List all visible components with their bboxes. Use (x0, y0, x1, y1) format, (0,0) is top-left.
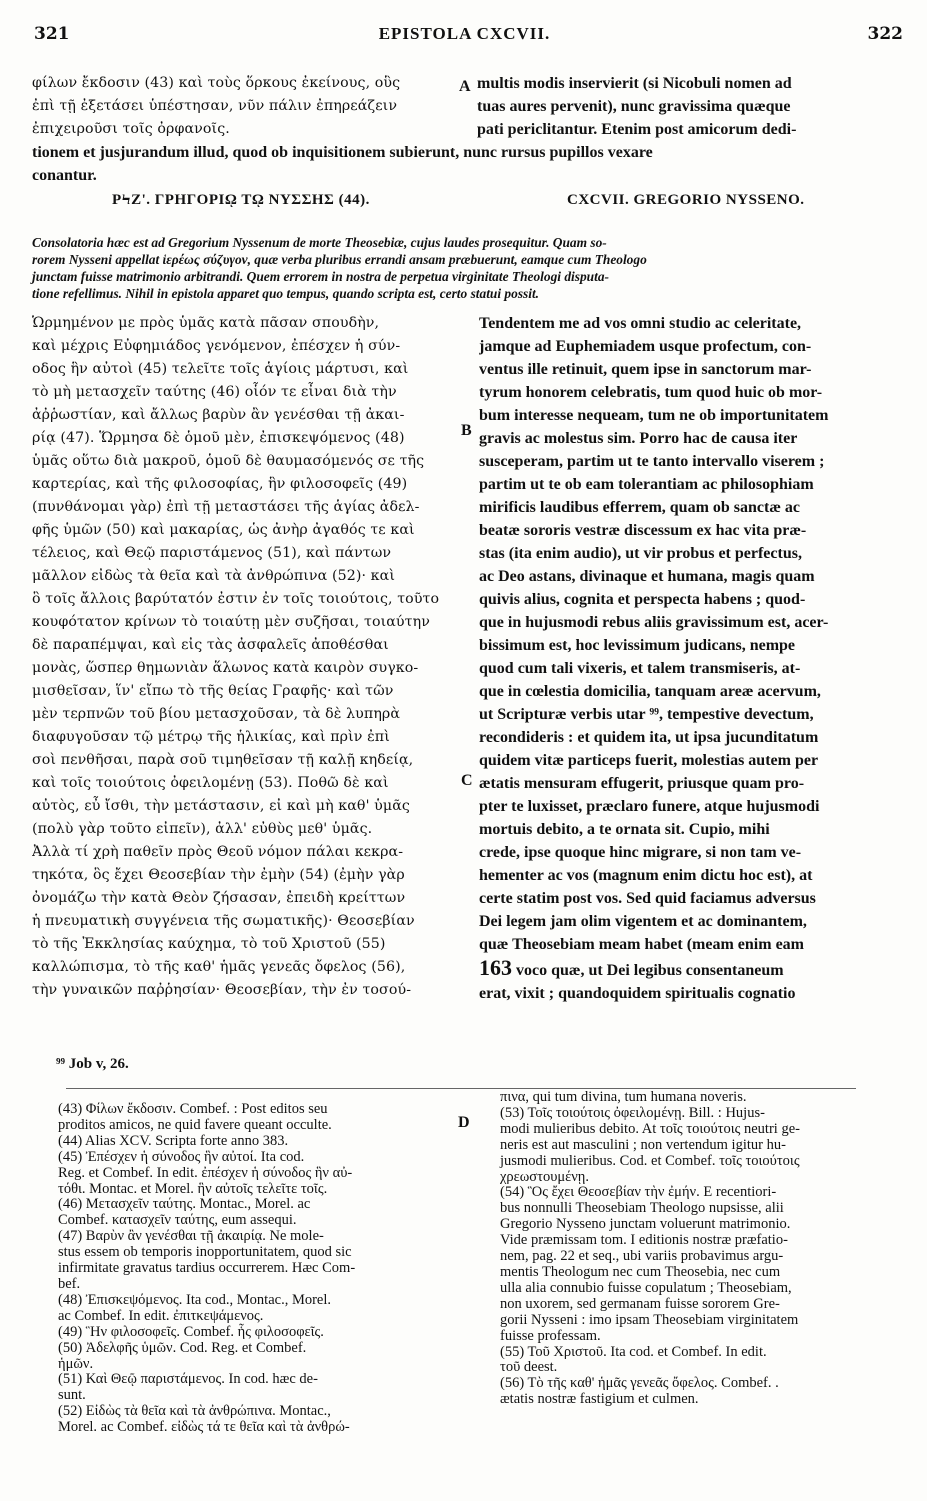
text-line: mortuis debito, a te ornata sit. Cupio, mihi (479, 821, 770, 838)
text-line: hementer ac vos (magnum enim dictu hoc est), at (479, 867, 813, 884)
text-line: (πυνθάνομαι γὰρ) ἐπὶ τῇ μεταστάσει τῆς ἁγίας ἀδελ- (32, 499, 420, 515)
margin-marker-c: C (461, 772, 473, 789)
text-line: susceperam, partim ut te tanto intervallo viserem ; (479, 453, 825, 470)
text-line: ac Deo astans, divinaque et humana, magis quam (479, 568, 815, 585)
text-line: δὲ παραπέμψαι, καὶ εἰς τὰς ἀσφαλεῖς ἀποθέσθαι (32, 637, 389, 653)
text-line: bum interesse nequeam, tum ne ob importunitatem (479, 407, 829, 424)
text-line: ὑμᾶς οὕτω διὰ μακροῦ, ὁμοῦ δὲ θαυμασόμενός σε τῆς (32, 453, 425, 469)
text-line: καὶ μέχρις Εὐφημιάδος γενόμενον, ἐπέσχεν ἡ σύν- (32, 338, 401, 354)
top-greek-column (32, 72, 472, 141)
text-line: proditos amicos, ne quid favere queant occulte. (58, 1116, 332, 1133)
text-line: τὸ μὴ μετασχεῖν ταύτης (46) οἷόν τε εἶναι διὰ τὴν (32, 384, 397, 400)
top-latin-fullwidth (32, 141, 907, 187)
text-line-rest: voco quæ, ut Dei legibus consentaneum (512, 962, 784, 979)
text-line: ἡμῶν. (58, 1355, 94, 1372)
text-line: τοῦ deest. (500, 1359, 558, 1376)
text-line: πινα, qui tum divina, tum humana noveris. (500, 1089, 747, 1105)
text-line: Ὡρμημένον με πρὸς ὑμᾶς κατὰ πᾶσαν σπουδὴν, (32, 315, 380, 331)
page-number-left: 321 (34, 24, 70, 44)
text-line: (53) Τοῖς τοιούτοις ὀφειλομένῃ. Bill. : Hujus- (500, 1104, 765, 1121)
text-line: jamque ad Euphemiadem usque profectum, con- (479, 338, 812, 355)
text-line: Ἀλλὰ τί χρὴ παθεῖν πρὸς Θεοῦ νόμον πάλαι κεκρα- (32, 844, 404, 860)
text-line: ὃ τοῖς ἄλλοις βαρύτατόν ἐστιν ἐν τοῖς τοιούτοις, τοῦτο (32, 591, 440, 607)
notes-right-column (500, 1090, 915, 1408)
summary-line: tione refellimus. Nihil in epistola apparet quo tempus, quando scripta est, certo statui possit. (32, 286, 540, 301)
text-line: ἀῤῥωστίαν, καὶ ἄλλως βαρὺν ἂν γενέσθαι τῇ ἀκαι- (32, 407, 405, 423)
text-line: (45) Ἐπέσχεν ἡ σύνοδος ἣν αὐτοί. Ita cod. (58, 1148, 305, 1165)
text-line: μισθεῖσαν, ἵν' εἴπω τὸ τῆς θείας Γραφῆς· καὶ τῶν (32, 683, 394, 699)
text-line: σοὶ πενθῆσαι, παρὰ σοῦ τιμηθεῖσαν τῇ καλῇ κηδείᾳ, (32, 752, 414, 768)
text-line: μονὰς, ὥσπερ θημωνιὰν ἅλωνος κατὰ καιρὸν συγκο- (32, 660, 419, 676)
text-line: partim ut te ob eam tolerantiam ac philosophiam (479, 476, 814, 493)
text-line: (56) Τὸ τῆς καθ' ἡμᾶς γενεᾶς ὄφελος. Combef. . (500, 1375, 779, 1392)
latin-body-column (479, 312, 907, 956)
text-line: crede, ipse quoque hinc migrare, si non tam ve- (479, 844, 802, 861)
text-line: (46) Μετασχεῖν ταύτης. Montac., Morel. ac (58, 1196, 311, 1213)
text-line: (50) Ἀδελφῆς ὑμῶν. Cod. Reg. et Combef. (58, 1339, 307, 1356)
greek-body-column (32, 312, 470, 1002)
text-line: stus essem ob temporis inopportunitatem, quod sic (58, 1244, 352, 1261)
text-line: τὸ τῆς Ἐκκλησίας καύχημα, τὸ τοῦ Χριστοῦ (55) (32, 936, 386, 952)
text-line: que in cœlestia domicilia, tanquam areæ acervum, (479, 683, 821, 700)
scripture-reference: ⁹⁹ Job v, 26. (56, 1056, 129, 1072)
text-line: Reg. et Combef. In edit. ἐπέσχεν ἡ σύνοδος ἣν αὐ- (58, 1164, 353, 1181)
page-header (22, 8, 907, 42)
text-line (479, 956, 907, 982)
letter-summary (32, 234, 902, 302)
text-line: jusmodi mulieribus. Cod. et Combef. τοῖς τοιούτοις (500, 1152, 800, 1169)
text-line: (52) Εἰδὼς τὰ θεῖα καὶ τὰ ἀνθρώπινα. Montac., (58, 1403, 331, 1420)
text-line: Gregorio Nysseno junctam voluerunt matrimonio. (500, 1216, 791, 1233)
text-line: fuisse professam. (500, 1327, 601, 1344)
text-line: tuas aures pervenit), nunc gravissima quæque (477, 98, 791, 115)
text-line: conantur. (32, 167, 97, 184)
text-line: ætatis mensuram effugerit, priusque quam pro- (479, 775, 805, 792)
text-line: Dei legem jam olim vigentem et ac dominantem, (479, 913, 807, 930)
text-line: (55) Τοῦ Χριστοῦ. Ita cod. et Combef. In edit. (500, 1343, 767, 1360)
text-line: Tendentem me ad vos omni studio ac celeritate, (479, 315, 802, 332)
text-line: bef. (58, 1275, 81, 1292)
text-line: pter te luxisset, præclaro funere, atque hujusmodi (479, 798, 820, 815)
text-line: (43) Φίλων ἔκδοσιν. Combef. : Post editos seu (58, 1101, 328, 1117)
text-line: καρτερίας, καὶ τῆς φιλοσοφίας, ἣν φιλοσοφεῖς (49) (32, 476, 408, 492)
text-line: tionem et jusjurandum illud, quod ob inquisitionem subierunt, nunc rursus pupillos vexare (32, 144, 653, 161)
text-line: τὴν γυναικῶν παῤῥησίαν· Θεοσεβίαν, τὴν ἐν τοσού- (32, 982, 412, 998)
text-line: αὐτὸς, εὖ ἴσθι, τὴν μετάστασιν, εἰ καὶ μὴ καθ' ὑμᾶς (32, 798, 410, 814)
text-line: τέλειος, καὶ Θεῷ παριστάμενος (51), καὶ πάντων (32, 545, 392, 561)
text-line: ρίᾳ (47). Ὥρμησα δὲ ὁμοῦ μὲν, ἐπισκεψόμενος (48) (32, 430, 405, 446)
text-line: (πολὺ γὰρ τοῦτο εἰπεῖν), ἀλλ' εὐθὺς μεθ' ὑμᾶς. (32, 821, 373, 837)
text-line: (54) Ὃς ἔχει Θεοσεβίαν τὴν ἐμήν. E recentiori- (500, 1184, 777, 1201)
text-line: (48) Ἐπισκεψόμενος. Ita cod., Montac., Morel. (58, 1291, 332, 1308)
text-line: ἡ πνευματικὴ συγγένεια τῆς σωματικῆς)· Θεοσεβίαν (32, 913, 415, 929)
text-line: multis modis inservierit (si Nicobuli nomen ad (477, 75, 792, 92)
top-latin-column (477, 72, 907, 141)
text-line: non uxorem, sed germanam fuisse sororem Gre- (500, 1295, 780, 1312)
text-line: Morel. ac Combef. εἰδὼς τά τε θεῖα καὶ τὰ ἀνθρώ- (58, 1419, 350, 1436)
text-line: μᾶλλον εἰδὼς τὰ θεῖα καὶ τὰ ἀνθρώπινα (52)· καὶ (32, 568, 395, 584)
text-line: χρεωστουμένῃ. (500, 1168, 590, 1185)
text-line: ὀνομάζω τὴν κατὰ Θεὸν ζήσασαν, ἐπειδὴ κρείττων (32, 890, 406, 906)
text-line: τόθι. Montac. et Morel. ἣν αὐτοῖς τελεῖτε τοῖς. (58, 1180, 328, 1197)
text-line: τηκότα, ὃς ἔχει Θεοσεβίαν τὴν ἐμὴν (54) (ἐμὴν γὰρ (32, 867, 405, 883)
text-line: φίλων ἔκδοσιν (43) καὶ τοὺς ὅρκους ἐκείνους, οὓς (32, 75, 401, 91)
text-line: quæ Theosebiam meam habet (meam enim eam (479, 936, 805, 953)
text-line: quivis alius, cognita et perspecta habens ; quod- (479, 591, 806, 608)
letter-title-latin: CXCVII. GREGORIO NYSSENO. (567, 192, 805, 208)
text-line: erat, vixit ; quandoquidem spiritualis cognatio (479, 985, 796, 1002)
text-line: mirificis laudibus efferrem, quam ob sanctæ ac (479, 499, 801, 516)
text-line: quidem vitæ particeps fuerit, molestias autem per (479, 752, 819, 769)
text-line: μὲν τερπνῶν τοῦ βίου μετασχοῦσαν, τὰ δὲ λυπηρὰ (32, 706, 401, 722)
text-line: infirmitate gravatus tardius occurrerem. Hæc Com- (58, 1260, 356, 1277)
text-line: bus nonnulli Theosebiam Theologo nupsisse, alii (500, 1200, 784, 1217)
text-line: pati periclitantur. Etenim post amicorum dedi- (477, 121, 797, 138)
text-line: beatæ sororis vestræ discessum ex hac vita præ- (479, 522, 807, 539)
text-line: certe statim post vos. Sed quid faciamus adversus (479, 890, 816, 907)
text-line: mentis Theologum nec cum Theosebia, nec cum (500, 1263, 781, 1280)
page (22, 8, 907, 1493)
text-line: κουφότατον κρίνων τὸ τοιαύτῃ μὲν συζῆσαι, τοιαύτην (32, 614, 430, 630)
margin-marker-b: B (461, 422, 472, 439)
text-line: ulla alia connubio fuisse copulatum ; Theosebiam, (500, 1279, 792, 1296)
notes-left-column (58, 1102, 478, 1436)
text-line: que in hujusmodi rebus aliis gravissimum est, acer- (479, 614, 829, 631)
text-line: Combef. κατασχεῖν ταύτης, eum assequi. (58, 1212, 297, 1229)
text-line: καὶ τοῖς τοιούτοις ὀφειλομένῃ (53). Ποθῶ δὲ καὶ (32, 775, 389, 791)
text-line: gravis ac molestus sim. Porro hac de causa iter (479, 430, 798, 447)
text-line: stas (ita enim audio), ut vir probus et perfectus, (479, 545, 802, 562)
text-line: nem, pag. 22 et seq., ubi variis probavimus argu- (500, 1248, 784, 1265)
text-line: (49) Ἣν φιλοσοφεῖς. Combef. ἧς φιλοσοφεῖς. (58, 1323, 324, 1340)
text-line: (47) Βαρὺν ἂν γενέσθαι τῇ ἀκαιρίᾳ. Ne mole- (58, 1228, 324, 1245)
text-line: ventus ille retinuit, quem ipse in sanctorum mar- (479, 361, 812, 378)
text-line: recondideris : et quidem ita, ut ipsa jucunditatum (479, 729, 819, 746)
summary-line: rorem Nysseni appellat ἱερέως σύζυγον, quæ verba pluribus errandi ansam præbuerunt, eamque cum Theologo (32, 252, 647, 267)
text-line: tyrum honorem celebratis, tum quod huic ob mor- (479, 384, 823, 401)
text-line: ut Scripturæ verbis utar ⁹⁹, tempestive devectum, (479, 706, 814, 723)
text-line: καλλώπισμα, τὸ τῆς καθ' ἡμᾶς γενεᾶς ὄφελος (56), (32, 959, 406, 975)
letter-title-greek: ΡϞΖ'. ΓΡΗΓΟΡΙῼ Τῼ ΝΥΣΣΗΣ (44). (112, 192, 370, 208)
text-line: (51) Καὶ Θεῷ παριστάμενος. In cod. hæc de- (58, 1371, 318, 1388)
text-line: ætatis nostræ fastigium et culmen. (500, 1391, 699, 1408)
text-line: gorii Nysseni : imo ipsam Theosebiam virginitatem (500, 1311, 799, 1328)
text-line: neris est aut masculini ; non vertendum igitur hu- (500, 1136, 786, 1153)
page-number-right: 322 (867, 24, 903, 44)
text-line: Vide præmissam tom. I editionis nostræ præfatio- (500, 1232, 788, 1249)
text-line: φῆς ὑμῶν (50) καὶ μακαρίας, ὡς ἀνὴρ ἀγαθός τε καὶ (32, 522, 415, 538)
running-title: EPISTOLA CXCVII. (378, 24, 551, 43)
text-line: modi mulieribus debito. At τοῖς τοιούτοις neutri ge- (500, 1120, 800, 1137)
margin-marker-a: A (459, 78, 471, 95)
summary-line: junctam fuisse matrimonio arbitrandi. Quem errorem in nostra de perpetua virginitate Theologi disputa- (32, 269, 609, 284)
text-line: quod cum tali vixeris, et talem transmiseris, at- (479, 660, 801, 677)
text-line: ἐπιχειροῦσι τοῖς ὀρφανοῖς. (32, 121, 230, 137)
margin-marker-d: D (458, 1114, 470, 1131)
text-line: ac Combef. In edit. ἐπιτκεψάμενος. (58, 1307, 264, 1324)
text-line: οδος ἣν αὐτοὶ (45) τελεῖτε τοῖς ἁγίοις μάρτυσι, καὶ (32, 361, 409, 377)
text-line: ἐπὶ τῇ ἐξετάσει ὑπέστησαν, νῦν πάλιν ἐπηρεάζειν (32, 98, 398, 114)
latin-body-tail (479, 956, 907, 1005)
text-line: bissimum est, hoc levissimum judicans, nempe (479, 637, 796, 654)
text-line: (44) Alias XCV. Scripta forte anno 383. (58, 1132, 289, 1149)
summary-line: Consolatoria hæc est ad Gregorium Nyssenum de morte Theosebiæ, cujus laudes prosequitur. Quam so- (32, 235, 607, 250)
text-line: διαφυγοῦσαν τῷ μέτρῳ τῆς ἡλικίας, καὶ πρὶν ἐπὶ (32, 729, 390, 745)
column-number: 163 (479, 956, 512, 980)
text-line: sunt. (58, 1387, 86, 1404)
